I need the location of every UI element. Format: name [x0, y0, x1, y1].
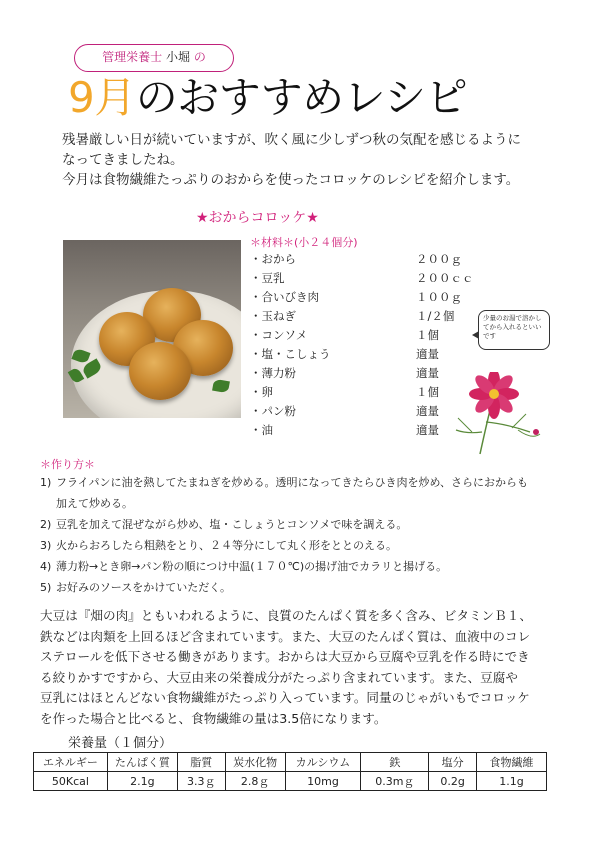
- paragraph-line: ステロールを低下させる働きがあります。おからは大豆から豆腐や豆乳を作る時にでき: [40, 649, 530, 664]
- step-text-continued: 加えて炒める。: [56, 497, 133, 510]
- step-item: [40, 577, 560, 598]
- nutrition-table: [33, 752, 547, 791]
- step-text: お好みのソースをかけていただく。: [56, 581, 232, 594]
- ingredient-name: ・玉ねぎ: [250, 309, 296, 323]
- nutrition-value-cell: 1.1g: [477, 772, 547, 791]
- step-number: 2): [40, 518, 52, 531]
- nutrition-header-cell: 脂質: [177, 753, 225, 772]
- ingredient-amount: １００ｇ: [416, 290, 462, 304]
- steps-list: [40, 472, 560, 598]
- ingredient-row: [250, 345, 490, 364]
- croquette: [129, 342, 191, 400]
- nutrition-header-cell: 炭水化物: [225, 753, 285, 772]
- step-item: [40, 514, 560, 535]
- intro-line: なってきましたね。: [62, 152, 184, 168]
- materials-heading: ＊材料＊(小２４個分): [250, 236, 358, 249]
- step-text: 火からおろしたら粗熱をとり、２４等分にして丸く形をととのえる。: [56, 539, 397, 552]
- ingredient-amount: ２００ｇ: [416, 252, 462, 266]
- nutrition-header-cell: カルシウム: [285, 753, 361, 772]
- step-item: [40, 535, 560, 556]
- paragraph-line: 豆乳にはほとんどない食物繊維がたっぷり入っています。同量のじゃがいもでコロッケ: [40, 690, 530, 705]
- ingredient-name: ・油: [250, 423, 273, 437]
- nutrition-value-cell: 0.3mｇ: [361, 772, 429, 791]
- nutrition-value-cell: 0.2g: [429, 772, 477, 791]
- step-text: フライパンに油を熱してたまねぎを炒める。透明になってきたらひき肉を炒め、さらにおからも: [56, 476, 529, 489]
- intro-line: 残暑厳しい日が続いていますが、吹く風に少しずつ秋の気配を感じるように: [62, 132, 521, 148]
- nutrition-value-row: [34, 772, 547, 791]
- author-name: 小堀: [165, 50, 190, 64]
- nutrition-header-row: [34, 753, 547, 772]
- ingredient-row: [250, 288, 490, 307]
- nutrition-header-cell: 鉄: [361, 753, 429, 772]
- ingredient-name: ・豆乳: [250, 271, 285, 285]
- step-number: 5): [40, 581, 52, 594]
- step-text: 薄力粉→とき卵→パン粉の順につけ中温(１７０℃)の揚げ油でカラリと揚げる。: [56, 560, 448, 573]
- title-month: 9月: [68, 73, 136, 122]
- ingredient-amount: １/２個: [416, 309, 455, 323]
- ingredient-name: ・塩・こしょう: [250, 347, 331, 361]
- ingredient-amount: 適量: [416, 347, 439, 361]
- ingredient-amount: １個: [416, 328, 439, 342]
- nutrition-header-cell: エネルギー: [34, 753, 108, 772]
- ingredient-amount: 適量: [416, 404, 439, 418]
- step-text: 豆乳を加えて混ぜながら炒め、塩・こしょうとコンソメで味を調える。: [56, 518, 408, 531]
- step-number: 3): [40, 539, 52, 552]
- paragraph-line: 大豆は『畑の肉』ともいわれるように、良質のたんぱく質を多く含み、ビタミンＢ１、: [40, 608, 532, 623]
- nutrition-value-cell: 10mg: [285, 772, 361, 791]
- ingredient-name: ・合いびき肉: [250, 290, 319, 304]
- nutrition-value-cell: 2.8ｇ: [225, 772, 285, 791]
- nutrition-value-cell: 3.3ｇ: [177, 772, 225, 791]
- paragraph-line: る絞りかすですから、大豆由来の栄養成分がたっぷり含まれています。また、豆腐や: [40, 669, 518, 685]
- ingredient-name: ・コンソメ: [250, 328, 308, 342]
- step-item: [40, 556, 560, 577]
- ingredient-name: ・薄力粉: [250, 366, 296, 380]
- paragraph-line: を作った場合と比べると、食物繊維の量は3.5倍になります。: [40, 710, 387, 726]
- author-particle: の: [193, 50, 206, 64]
- ingredient-amount: 適量: [416, 366, 439, 380]
- ingredient-name: ・おから: [250, 252, 296, 266]
- ingredient-row: [250, 326, 490, 345]
- title-rest: のおすすめレシピ: [135, 73, 468, 122]
- nutrition-title: 栄養量（１個分）: [68, 736, 173, 751]
- step-number: 1): [40, 476, 52, 489]
- page-title: [68, 66, 588, 130]
- step-item: [40, 472, 560, 514]
- croquette-photo: [63, 240, 241, 418]
- nutrition-header-cell: 食物繊維: [477, 753, 547, 772]
- cosmos-flower-illustration: [452, 372, 544, 456]
- consomme-note-bubble: 少量のお湯で溶かしてから入れるといいです: [478, 310, 550, 350]
- recipe-name: ★おからコロッケ★: [196, 210, 319, 226]
- intro-text: [62, 130, 562, 190]
- intro-line: 今月は食物繊維たっぷりのおからを使ったコロッケのレシピを紹介します。: [62, 172, 520, 188]
- ingredient-amount: 適量: [416, 423, 439, 437]
- paragraph-line: 鉄などは肉類を上回るほど含まれています。また、大豆のたんぱく質は、血液中のコレ: [40, 628, 531, 644]
- nutrition-header-cell: たんぱく質: [107, 753, 177, 772]
- author-role: 管理栄養士: [102, 50, 163, 64]
- nutrition-value-cell: 50Kcal: [34, 772, 108, 791]
- ingredient-amount: １個: [416, 385, 439, 399]
- step-number: 4): [40, 560, 52, 573]
- ingredient-name: ・卵: [250, 385, 273, 399]
- nutrition-value-cell: 2.1g: [107, 772, 177, 791]
- ingredient-row: [250, 307, 490, 326]
- steps-heading: ＊作り方＊: [40, 458, 95, 471]
- ingredient-row: [250, 250, 490, 269]
- ingredient-amount: ２００ｃｃ: [416, 271, 474, 285]
- ingredient-name: ・パン粉: [250, 404, 296, 418]
- soy-info-paragraph: [40, 606, 560, 729]
- nutrition-header-cell: 塩分: [429, 753, 477, 772]
- ingredient-row: [250, 269, 490, 288]
